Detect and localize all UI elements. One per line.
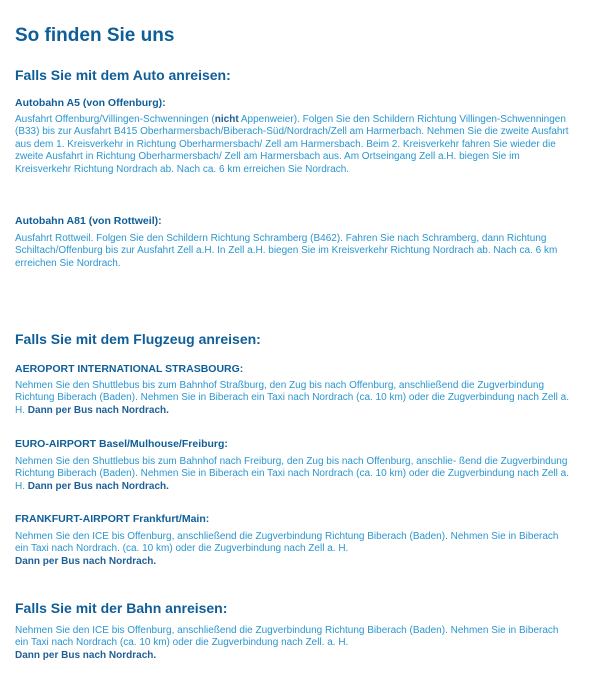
plane-heading: Falls Sie mit dem Flugzeug anreisen:: [15, 331, 261, 347]
train-heading: Falls Sie mit der Bahn anreisen:: [15, 600, 228, 616]
strasbourg-heading: AEROPORT INTERNATIONAL STRASBOURG:: [15, 363, 244, 375]
basel-text-body: Nehmen Sie den Shuttlebus bis zum Bahnhof nach Freiburg, den Zug bis nach Offenburg, anschlie- ßend die Zugverbindung Richtung Biberach (Baden). Nehmen Sie in Biberach ein Taxi nach Nordrach (ca. 10 km) oder die Zugverbindung nach Zell a. H.: [15, 456, 570, 492]
a5-text: [15, 114, 572, 176]
frankfurt-text: [15, 531, 572, 568]
train-bus: Dann per Bus nach Nordrach.: [15, 649, 157, 661]
a5-text-bold: nicht: [214, 114, 239, 125]
frankfurt-bus: Dann per Bus nach Nordrach.: [15, 555, 157, 567]
basel-text: [15, 456, 572, 493]
basel-bus: Dann per Bus nach Nordrach.: [27, 480, 169, 492]
page-title: So finden Sie uns: [15, 25, 175, 46]
a5-heading: Autobahn A5 (von Offenburg):: [15, 97, 166, 109]
train-text: [15, 625, 572, 662]
strasbourg-text-body: Nehmen Sie den Shuttlebus bis zum Bahnhof Straßburg, den Zug bis nach Offenburg, anschließend die Zugverbindung Richtung Biberach (Baden). Nehmen Sie in Biberach ein Taxi nach Nordrach (ca. 10 km) oder die Zugverbindung nach Zell a. H.: [15, 380, 570, 416]
a5-text-part-1: Ausfahrt Offenburg/Villingen-Schwenningen (: [15, 114, 215, 125]
frankfurt-text-body: Nehmen Sie den ICE bis Offenburg, anschließend die Zugverbindung Richtung Biberach (Baden). Nehmen Sie in Biberach ein Taxi nach Nordrach. (ca. 10 km) oder die Zugverbindung nach Zell a. H.: [15, 531, 559, 555]
a81-heading: Autobahn A81 (von Rottweil):: [15, 215, 162, 227]
basel-heading: EURO-AIRPORT Basel/Mulhouse/Freiburg:: [15, 438, 228, 450]
car-heading: Falls Sie mit dem Auto anreisen:: [15, 67, 231, 83]
strasbourg-bus: Dann per Bus nach Nordrach.: [27, 404, 169, 416]
strasbourg-text: [15, 380, 572, 417]
a5-text-part-2: Appenweier). Folgen Sie den Schildern Richtung Villingen-Schwenningen (B33) bis zur Ausfahrt B415 Oberharmersbach/Biberach-Süd/Nordrach/Zell am Harmerbach. Nehmen Sie die zweite Ausfahrt aus dem 1. Kreisverkehr in Richtung Oberharmersbach/ Zell am Harmersbach. Beim 2. Kreisverkehr fahren Sie wieder die zweite Ausfahrt in Richtung Oberharmersbach/ Zell am Harmersbach aus. Am Ortseingang Zell a.H. biegen Sie im Kreisverkehr Richtung Nordrach ab. Nach ca. 6 km erreichen Sie Nordrach.: [15, 114, 569, 175]
frankfurt-heading: FRANKFURT-AIRPORT Frankfurt/Main:: [15, 513, 210, 525]
a81-text: Ausfahrt Rottweil. Folgen Sie den Schildern Richtung Schramberg (B462). Fahren Sie nach Schramberg, dann Richtung Schiltach/Offenburg bis zur Ausfahrt Zell a.H. In Zell a.H. biegen Sie im Kreisverkehr Richtung Nordrach ab. Nach ca. 6 km erreichen Sie Nordrach.: [15, 233, 558, 269]
train-text-body: Nehmen Sie den ICE bis Offenburg, anschließend die Zugverbindung Richtung Biberach (Baden). Nehmen Sie in Biberach ein Taxi nach Nordrach (ca. 10 km) oder die Zugverbindung nach Zell. a. H.: [15, 625, 559, 649]
